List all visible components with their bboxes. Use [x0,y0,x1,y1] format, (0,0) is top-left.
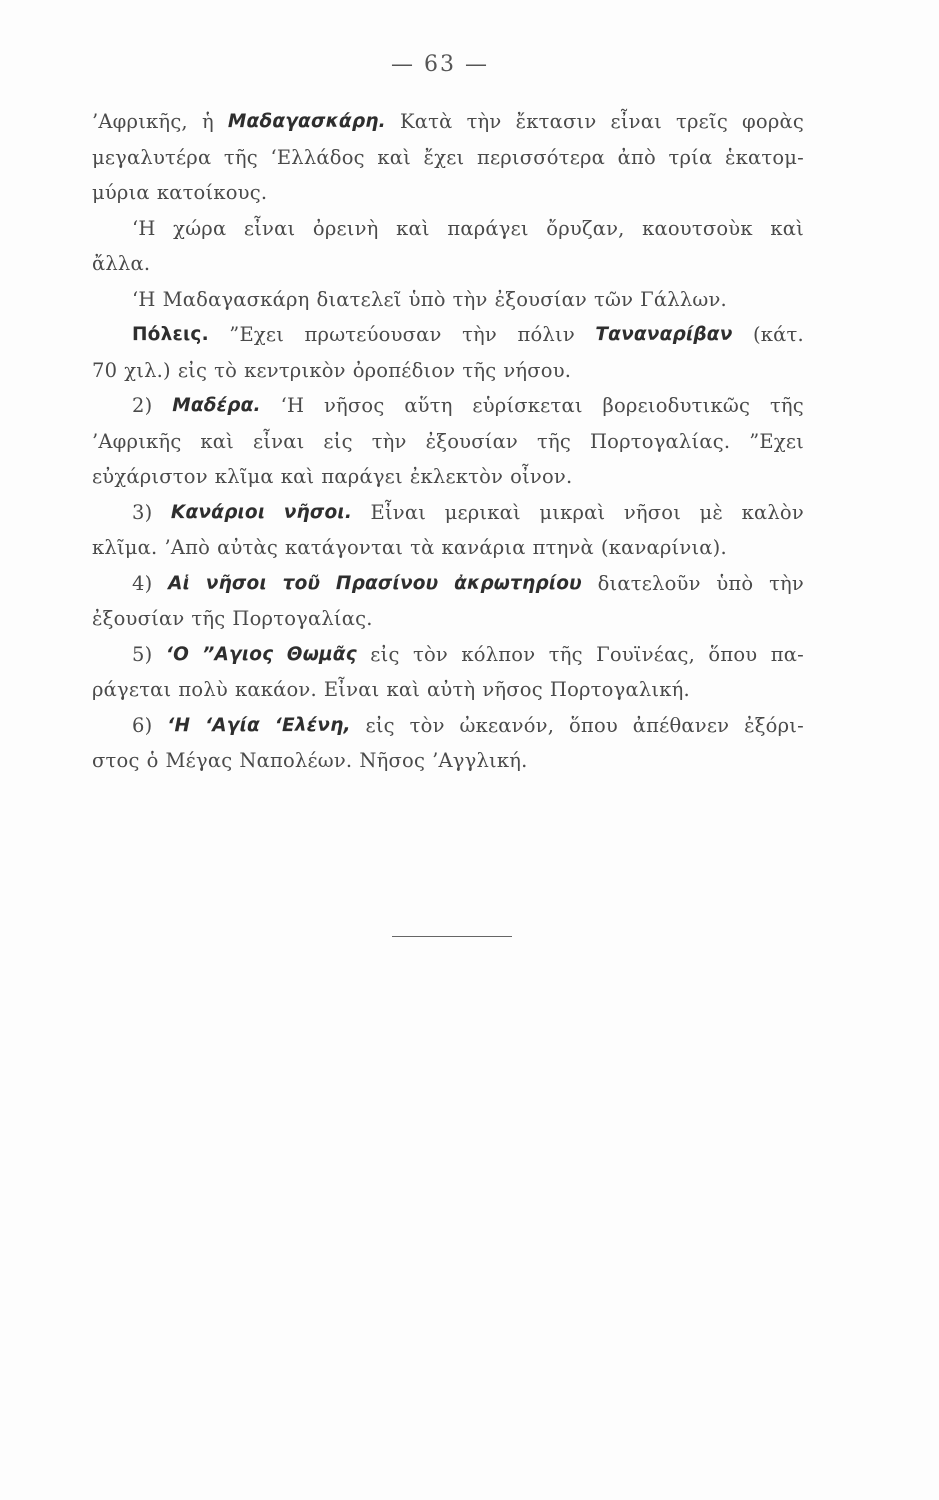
word: τὴν [371,429,407,453]
word: τῆς [548,642,583,666]
word: ἀπὸ [617,145,656,169]
word: ὀρεινὴ [312,216,379,240]
word: ἔκτασιν [515,110,597,133]
text-line [92,495,804,531]
word: Μαδαγασκάρη [162,287,310,311]
emphasized-word: Μαδέρα. [172,395,261,416]
word: καὶ [377,145,411,169]
word: πτηνὰ [532,536,594,559]
emphasized-word: νῆσοι [205,572,267,594]
word: Μέγας [165,749,233,772]
text-line [92,388,804,424]
text-line [92,282,804,318]
word: βορειοδυτικῶς [602,394,751,417]
word: καὶ [396,216,430,240]
word: χώρα [173,216,227,240]
word: τρία [668,145,713,169]
word: τῆς [462,358,497,382]
emphasized-word: Θωμᾶς [286,643,357,665]
word: αὐτὴ [427,678,476,701]
text-line [92,140,804,176]
word: εἶναι [610,110,662,133]
word: ὑπὸ [716,571,754,595]
emphasized-word: Πόλεις. [132,324,209,345]
word: ὑπὸ [408,287,446,311]
word: 2) [132,394,153,417]
text-line [92,246,804,282]
word: μερικαὶ [444,500,521,524]
word: 70 [92,358,118,382]
word: ’Αγγλική. [432,749,528,772]
word: τῶν [594,287,634,311]
word: εἰς [323,429,353,453]
word: Πορτογαλίας. [589,429,731,453]
word: 3) [132,500,153,524]
word: αὐτὰς [217,536,278,559]
word: ὀροπέδιον [352,358,456,382]
emphasized-word: ἀκρωτηρίου [454,572,582,594]
word: Κατὰ [399,110,453,133]
word: ‘Η [132,216,156,240]
text-line [92,175,804,211]
emphasized-word: Ταναναρίβαν [595,324,733,345]
word: κανάρια [441,536,526,559]
word: ἑκατομ- [724,145,804,169]
word: καὶ [770,216,804,240]
text-line [92,566,804,602]
text-line [92,353,804,389]
word: αὕτη [404,394,453,417]
emphasized-word: Αἱ [168,572,191,594]
word: ’Αφρικῆς, [92,110,188,133]
word: τὴν [452,287,488,311]
word: παράγει [447,216,529,240]
word: κατάγονται [284,536,404,559]
word: 4) [132,571,153,595]
word: Εἶναι [323,678,380,701]
text-line [92,708,804,744]
emphasized-word: ‘Η [167,714,191,736]
word: τὴν [462,323,497,346]
word: καὶ [280,465,315,488]
word: ἐξουσίαν [92,607,185,630]
text-line [92,672,804,708]
word: εἶναι [253,429,305,453]
text-line [92,530,804,566]
word: ἐξουσίαν [425,429,518,453]
word: τὰ [410,536,435,559]
word: 6) [132,713,153,737]
word: φορὰς [742,110,804,133]
text-line [92,211,804,247]
word: τὸν [409,713,445,737]
word: ’Απὸ [164,536,211,559]
emphasized-word: ‘Αγία [205,714,260,736]
emphasized-word: ”Αγιος [202,643,274,665]
word: νήσου. [503,358,572,382]
word: Γουϊνέας, [596,642,695,666]
text-line [92,459,804,495]
word: ἡ [201,110,214,133]
word: Ναπολέων. [239,749,353,772]
word: εἰς [370,642,400,666]
word: κακάον. [234,678,317,701]
word: τὸν [413,642,448,666]
word: Πορτογαλίας. [232,607,373,630]
word: ράγεται [92,678,172,701]
word: ὄρυζαν, [546,216,625,240]
text-line [92,637,804,673]
word: Εἶναι [370,500,427,524]
word: χιλ.) [124,358,171,382]
word: ὅπου [708,642,758,666]
word: ‘Η [132,287,156,311]
text-line [92,317,804,353]
text-line [92,104,804,140]
word: ἄλλα. [92,252,151,275]
word: πρωτεύουσαν [304,323,442,346]
word: νῆσος [482,678,543,701]
word: πόλιν [517,323,575,346]
word: ὅπου [568,713,618,737]
word: ”Εχει [749,429,804,453]
emphasized-word: Μαδαγασκάρη. [227,111,386,132]
word: Νῆσος [359,749,426,772]
word: κόλπον [461,642,536,666]
word: τρεῖς [676,110,728,133]
word: μύρια [92,181,150,204]
word: ἐξόρι- [744,713,804,737]
word: τὴν [769,571,804,595]
word: καὶ [200,429,235,453]
word: στος [92,749,140,772]
word: ἐξουσίαν [494,287,587,311]
word: ‘Η [280,394,305,417]
word: τῆς [536,429,571,453]
word: περισσότερα [476,145,606,169]
word: ὠκεανόν, [459,713,555,737]
word: πολὺ [178,678,228,701]
word: καλὸν [741,500,804,524]
word: τῆς [191,607,226,630]
word: εἰς [365,713,395,737]
emphasized-word: νῆσοι. [283,501,353,523]
word: καουτσοὺκ [642,216,753,240]
word: εἶναι [243,216,296,240]
word: εὐχάριστον [92,465,208,488]
word: Γάλλων. [640,287,727,311]
word: 5) [132,642,153,666]
emphasized-word: τοῦ [282,572,321,594]
word: διατελεῖ [316,287,402,311]
word: πα- [770,642,804,666]
word: νῆσος [323,394,385,417]
word: εὑρίσκεται [472,394,583,417]
word: κεντρικὸν [244,358,346,382]
emphasized-word: Κανάριοι [170,501,266,523]
word: τὴν [466,110,502,133]
emphasized-word: Πρασίνου [335,572,439,594]
word: μικραὶ [539,500,606,524]
word: ”Εχει [229,323,285,346]
word: παράγει [321,465,403,488]
word: διατελοῦν [597,571,701,595]
word: κλῖμα. [92,536,158,559]
word: ἐκλεκτὸν [409,465,504,488]
word: τῆς [223,145,258,169]
text-line [92,601,804,637]
text-line [92,743,804,779]
word: μὲ [699,500,724,524]
word: ἀπέθανεν [632,713,730,737]
word: ’Αφρικῆς [92,429,182,453]
word: κατοίκους. [156,181,268,204]
word: ‘Ελλάδος [270,145,365,169]
word: ὁ [146,749,159,772]
section-divider [392,936,512,937]
word: (κάτ. [752,323,804,346]
word: μεγαλυτέρα [92,145,212,169]
word: τῆς [769,394,804,417]
word: οἶνον. [510,465,573,488]
word: καὶ [386,678,421,701]
emphasized-word: ‘Ο [165,643,189,665]
word: τὸ [214,358,238,382]
page-number: — 63 — [391,52,489,77]
word: κλῖμα [214,465,274,488]
word: ἔχει [423,145,465,169]
word: Πορτογαλική. [549,678,690,701]
word: νῆσοι [623,500,682,524]
emphasized-word: ‘Ελένη, [274,714,351,736]
word: (καναρίνια). [600,536,727,559]
body-text [92,104,804,779]
word: εἰς [177,358,208,382]
text-line [92,424,804,460]
